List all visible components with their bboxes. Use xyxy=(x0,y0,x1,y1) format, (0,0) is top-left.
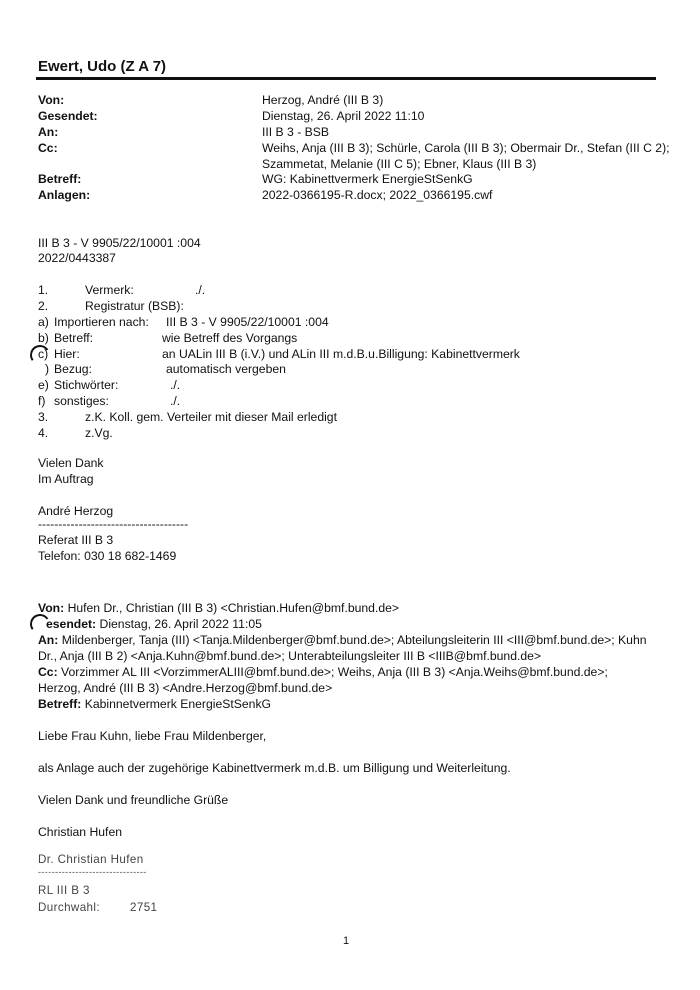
list-item-value: ./. xyxy=(170,378,181,392)
list-item: 1. xyxy=(38,283,49,297)
body-text: als Anlage auch der zugehörige Kabinettvermerk m.d.B. um Billigung und Weiterleitung. xyxy=(38,761,511,775)
title-rule xyxy=(36,77,656,80)
closing-on-behalf: Im Auftrag xyxy=(38,472,94,486)
signature-rule: ------------------------------------- xyxy=(38,517,189,531)
subject-label: Betreff: xyxy=(38,172,82,186)
list-item: e) xyxy=(38,378,49,392)
list-item-value: automatisch vergeben xyxy=(166,362,286,376)
list-item-label: Stichwörter: xyxy=(54,378,119,392)
fwd-from-value: Hufen Dr., Christian (III B 3) <Christian.Hufen@bmf.bund.de> xyxy=(67,601,399,615)
list-item-value: an UALin III B (i.V.) und ALin III m.d.B.u.Billigung: Kabinettvermerk xyxy=(162,347,520,361)
list-item-label: Importieren nach: xyxy=(54,315,149,329)
list-item-value: ./. xyxy=(195,283,206,297)
fwd-cc-line xyxy=(38,665,648,696)
cc-label: Cc: xyxy=(38,141,58,155)
fwd-to-label: An: xyxy=(38,633,59,647)
signer-department: Referat III B 3 xyxy=(38,533,114,547)
attachments-label: Anlagen: xyxy=(38,188,91,202)
fwd-to-line xyxy=(38,633,648,664)
fwd-subject-line xyxy=(38,697,271,711)
fwd-cc-label: Cc: xyxy=(38,665,58,679)
signer-name: André Herzog xyxy=(38,504,114,518)
fwd-from-line xyxy=(38,601,399,615)
from-label: Von: xyxy=(38,93,65,107)
list-item: b) xyxy=(38,331,49,345)
list-item-value: III B 3 - V 9905/22/10001 :004 xyxy=(166,315,329,329)
list-item: f) xyxy=(38,394,46,408)
fwd-to-value: Mildenberger, Tanja (III) <Tanja.Mildenberger@bmf.bund.de>; Abteilungsleiterin III <III@bmf.bund.de>; Kuhn Dr., Anja (III B 2) <Anja.Kuhn@bmf.bund.de>; Unterabteilungsleiter III B <IIIB@bmf.bund.de> xyxy=(38,633,647,663)
list-item-value: wie Betreff des Vorgangs xyxy=(162,331,298,345)
cc-value-line1: Weihs, Anja (III B 3); Schürle, Carola (III B 3); Obermair Dr., Stefan (III C 2); xyxy=(262,141,670,155)
fwd-sent-line xyxy=(46,617,262,631)
sent-value: Dienstag, 26. April 2022 11:10 xyxy=(262,109,425,123)
subject-value: WG: Kabinettvermerk EnergieStSenkG xyxy=(262,172,473,186)
list-item: c) xyxy=(38,347,49,361)
document-number: 2022/0443387 xyxy=(38,251,116,265)
sig2-name: Dr. Christian Hufen xyxy=(38,853,144,866)
list-item-label: Vermerk: xyxy=(85,283,134,297)
to-value: III B 3 - BSB xyxy=(262,125,330,139)
list-item-label: Betreff: xyxy=(54,331,94,345)
list-item-label: sonstiges: xyxy=(54,394,109,408)
list-item-label: Registratur (BSB): xyxy=(85,299,184,313)
to-label: An: xyxy=(38,125,59,139)
fwd-sent-value: Dienstag, 26. April 2022 11:05 xyxy=(99,617,262,631)
from-value: Herzog, André (III B 3) xyxy=(262,93,384,107)
list-item: 4. xyxy=(38,426,49,440)
sig2-dial-label: Durchwahl: xyxy=(38,901,100,914)
fwd-cc-value: Vorzimmer AL III <VorzimmerALIII@bmf.bund.de>; Weihs, Anja (III B 3) <Anja.Weihs@bmf.bund.de>; Herzog, André (III B 3) <Andre.Herzog@bmf.bund.de> xyxy=(38,665,608,695)
body-closing: Vielen Dank und freundliche Grüße xyxy=(38,793,229,807)
fwd-from-label: Von: xyxy=(38,601,65,615)
list-item-label: Bezug: xyxy=(54,362,92,376)
list-item: a) xyxy=(38,315,49,329)
list-item-value: ./. xyxy=(170,394,181,408)
cc-value-line2: Szammetat, Melanie (III C 5); Ebner, Klaus (III B 3) xyxy=(262,157,537,171)
sig2-dial-value: 2751 xyxy=(130,901,158,914)
list-item: 3. xyxy=(38,410,49,424)
list-item-label: z.K. Koll. gem. Verteiler mit dieser Mail erledigt xyxy=(85,410,337,424)
list-item: ) xyxy=(45,362,50,376)
sent-label: Gesendet: xyxy=(38,109,98,123)
fwd-subject-label: Betreff: xyxy=(38,697,82,711)
attachments-value: 2022-0366195-R.docx; 2022_0366195.cwf xyxy=(262,188,493,202)
list-item-label: z.Vg. xyxy=(85,426,113,440)
closing-thanks: Vielen Dank xyxy=(38,456,104,470)
page-number: 1 xyxy=(343,935,350,947)
reference-number: III B 3 - V 9905/22/10001 :004 xyxy=(38,236,201,250)
list-item: 2. xyxy=(38,299,49,313)
document-title: Ewert, Udo (Z A 7) xyxy=(38,58,167,75)
body-signature: Christian Hufen xyxy=(38,825,122,839)
body-greeting: Liebe Frau Kuhn, liebe Frau Mildenberger, xyxy=(38,729,267,743)
signer-phone: Telefon: 030 18 682-1469 xyxy=(38,549,177,563)
list-item-label: Hier: xyxy=(54,347,80,361)
sig2-department: RL III B 3 xyxy=(38,884,90,897)
fwd-subject-value: Kabinnetvermerk EnergieStSenkG xyxy=(84,697,272,711)
sig2-rule: -------------------------------- xyxy=(38,867,147,877)
fwd-sent-label: esendet: xyxy=(46,617,97,631)
